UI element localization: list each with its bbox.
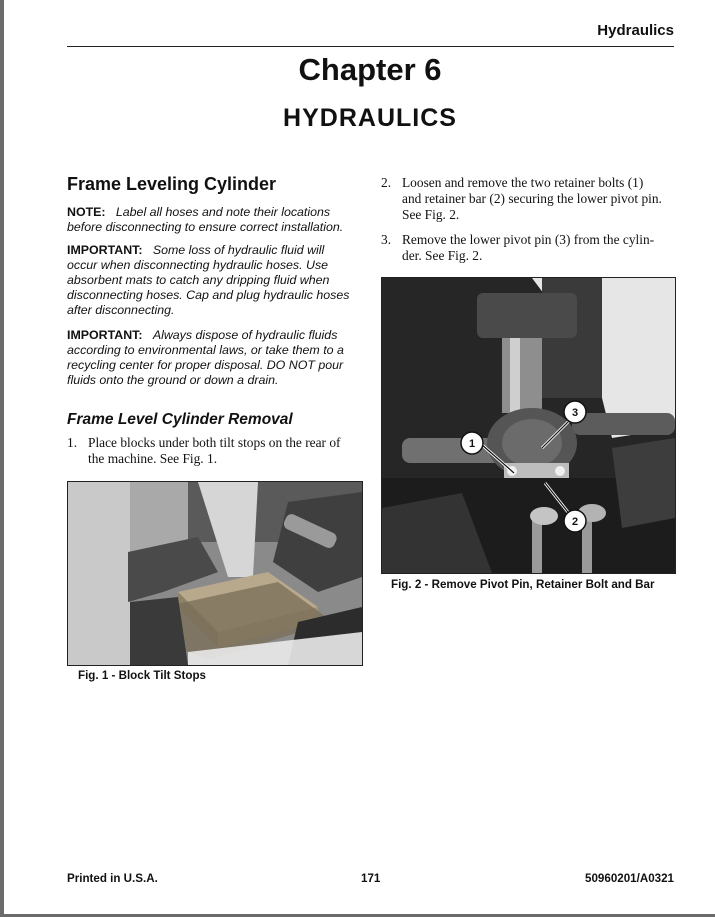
callout-2-label: 2 — [571, 516, 579, 528]
chapter-number: Chapter 6 — [298, 52, 442, 87]
important-line: fluids onto the ground or down a drain. — [67, 373, 279, 387]
important-paragraph-2 — [67, 328, 363, 388]
step-line: Loosen and remove the two retainer bolts (1) — [402, 175, 644, 190]
step-line: the machine. See Fig. 1. — [88, 451, 218, 466]
note-label: NOTE: — [67, 205, 106, 219]
figure-1-photo — [67, 481, 363, 666]
important-line: according to environmental laws, or take them to a — [67, 343, 344, 357]
important-line: Always dispose of hydraulic fluids — [152, 328, 338, 342]
chapter-title: HYDRAULICS — [283, 104, 457, 132]
step-line: Remove the lower pivot pin (3) from the cylin- — [402, 232, 655, 247]
step-3 — [381, 232, 676, 266]
important-line: absorbent mats to catch any dripping fluid when — [67, 273, 330, 287]
figure-2-photo — [381, 277, 676, 574]
important-paragraph-1 — [67, 243, 363, 318]
important-line: recycling center for proper disposal. DO NOT pour — [67, 358, 344, 372]
header-rule — [67, 46, 674, 47]
callout-1-label: 1 — [468, 438, 476, 450]
callout-3-label: 3 — [571, 407, 579, 419]
step-line: and retainer bar (2) securing the lower pivot pin. — [402, 191, 662, 206]
step-number: 2. — [381, 175, 392, 190]
step-line: Place blocks under both tilt stops on the rear of — [88, 435, 341, 450]
important-line: occur when disconnecting hydraulic hoses. Use — [67, 258, 329, 272]
footer-printed: Printed in U.S.A. — [67, 872, 158, 885]
figure-1-caption: Fig. 1 - Block Tilt Stops — [78, 669, 206, 682]
document-code: 50960201/A0321 — [585, 872, 674, 885]
step-1 — [67, 435, 363, 469]
step-line: der. See Fig. 2. — [402, 248, 483, 263]
step-2 — [381, 175, 676, 225]
figure-2-caption: Fig. 2 - Remove Pivot Pin, Retainer Bolt and Bar — [391, 578, 655, 591]
important-line: Some loss of hydraulic fluid will — [152, 243, 325, 257]
step-number: 1. — [67, 435, 78, 450]
block-tilt-stops-illustration — [68, 482, 362, 665]
step-line: See Fig. 2. — [402, 207, 460, 222]
note-paragraph — [67, 205, 363, 235]
important-line: after disconnecting. — [67, 303, 175, 317]
important-label: IMPORTANT: — [67, 243, 143, 257]
page-number: 171 — [361, 872, 381, 885]
important-label: IMPORTANT: — [67, 328, 143, 342]
step-number: 3. — [381, 232, 392, 247]
note-line: Label all hoses and note their locations — [115, 205, 331, 219]
subsection-title: Frame Level Cylinder Removal — [67, 411, 293, 428]
page-edge-rule — [0, 0, 4, 917]
important-line: disconnecting hoses. Cap and plug hydraulic hoses — [67, 288, 350, 302]
running-header: Hydraulics — [597, 22, 674, 39]
section-title: Frame Leveling Cylinder — [67, 174, 277, 194]
note-line: before disconnecting to ensure correct installation. — [67, 220, 344, 234]
pivot-pin-illustration — [382, 278, 675, 573]
